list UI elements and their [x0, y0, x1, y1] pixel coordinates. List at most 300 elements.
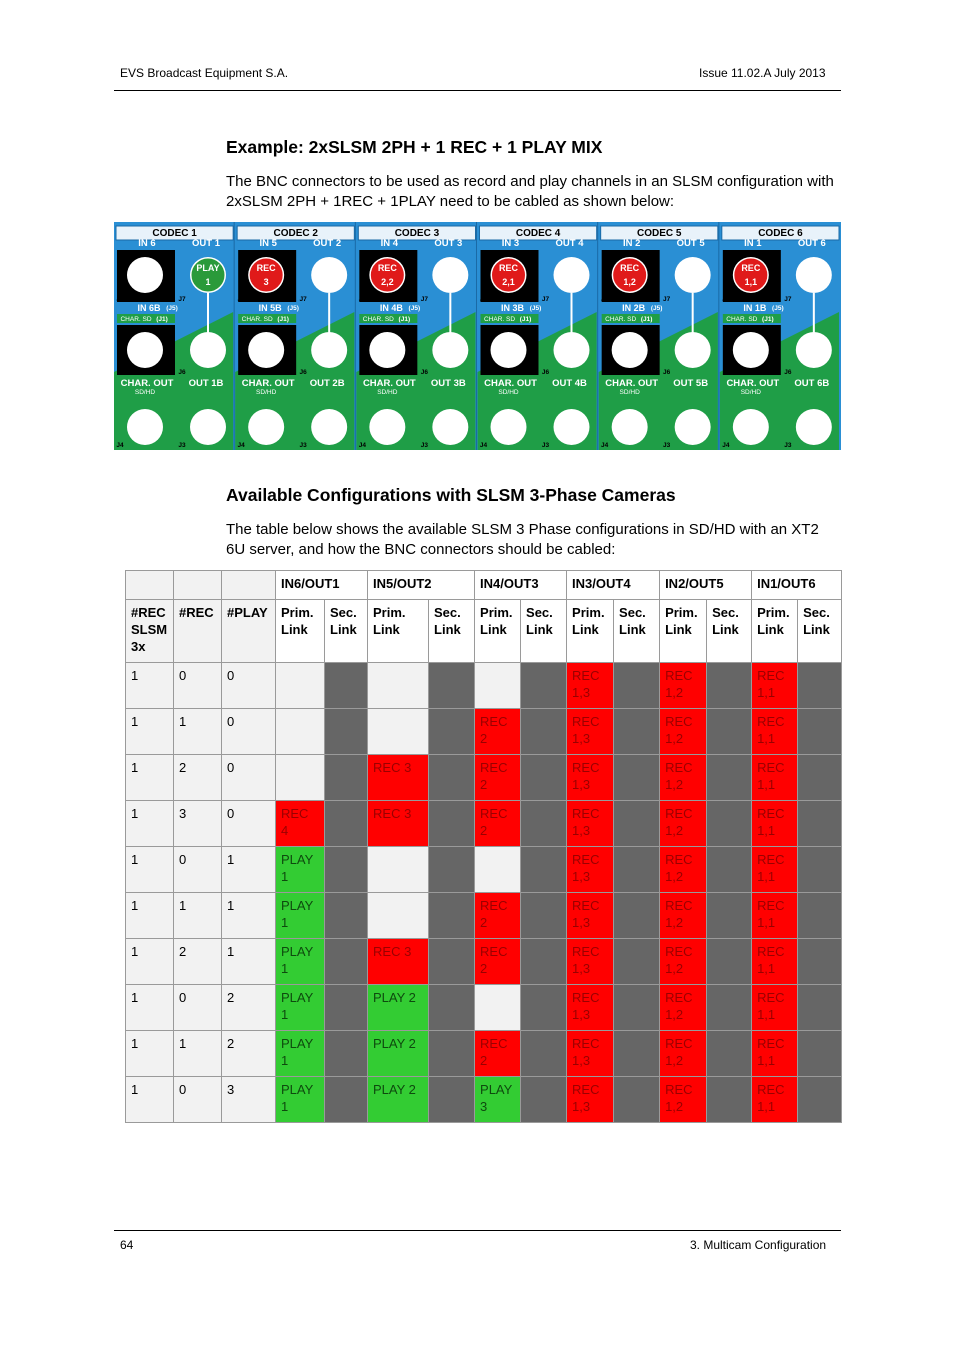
- table-row: [126, 755, 842, 801]
- sec-link-cell: [325, 985, 368, 1031]
- sec-link-cell: [521, 755, 567, 801]
- sec-link-cell: [429, 801, 475, 847]
- sec-link-cell: [798, 663, 842, 709]
- header-left: EVS Broadcast Equipment S.A.: [120, 66, 289, 80]
- j6-label: J6: [663, 369, 671, 376]
- sec-link-cell: [614, 1077, 660, 1123]
- codec-inb-label: IN 3B: [500, 303, 525, 313]
- codec-title: CODEC 3: [394, 228, 440, 239]
- j3-label: J3: [784, 442, 792, 449]
- bnc-connector-char-out: [733, 409, 769, 445]
- j1-label: (J1): [762, 316, 774, 323]
- play-cell: PLAY 2: [368, 985, 429, 1031]
- count-cell: 3: [222, 1077, 276, 1123]
- bnc-connector-out: [432, 257, 468, 293]
- count-cell: 1: [126, 1077, 174, 1123]
- bnc-connector-bottom: [190, 409, 226, 445]
- sec-link-cell: [429, 663, 475, 709]
- sdhd-label: SD/HD: [498, 389, 519, 396]
- sdhd-label: SD/HD: [377, 389, 398, 396]
- group-header-in4-out3: IN4/OUT3: [475, 571, 567, 600]
- count-cell: 2: [174, 939, 222, 985]
- count-cell: 0: [174, 985, 222, 1031]
- sec-link-cell: [798, 939, 842, 985]
- j4-label: J4: [601, 442, 609, 449]
- j1-label: (J1): [277, 316, 289, 323]
- play-cell: PLAY 3: [475, 1077, 521, 1123]
- empty-cell: [368, 893, 429, 939]
- prim-link-header: Prim. Link: [368, 600, 429, 663]
- j4-label: J4: [479, 442, 488, 449]
- channel-tag-number: 1: [205, 277, 211, 287]
- group-header-in3-out4: IN3/OUT4: [567, 571, 660, 600]
- sec-link-cell: [707, 847, 752, 893]
- codec-in-label: IN 6: [138, 238, 156, 249]
- sec-link-cell: [614, 755, 660, 801]
- rec-cell: REC 1,2: [660, 1031, 707, 1077]
- sec-link-cell: [707, 939, 752, 985]
- j5-label: (J5): [650, 305, 663, 312]
- j8-label: J8: [116, 296, 124, 303]
- j7-label: J7: [663, 296, 671, 303]
- codec-out-label: OUT 3: [434, 238, 463, 249]
- rec-cell: REC 1,2: [660, 847, 707, 893]
- count-cell: 1: [126, 939, 174, 985]
- sec-link-cell: [521, 801, 567, 847]
- j3-label: J3: [299, 442, 307, 449]
- codec-title: CODEC 1: [152, 228, 197, 239]
- sec-link-cell: [325, 755, 368, 801]
- prim-link-header: Prim. Link: [567, 600, 614, 663]
- header-right: Issue 11.02.A July 2013: [699, 66, 826, 80]
- sec-link-header: Sec. Link: [325, 600, 368, 663]
- bnc-connector-char-out: [369, 409, 405, 445]
- rec-cell: REC 1,3: [567, 663, 614, 709]
- sec-link-cell: [429, 709, 475, 755]
- rec-cell: REC 1,2: [660, 663, 707, 709]
- table-row: [126, 847, 842, 893]
- sdhd-label: SD/HD: [134, 389, 156, 396]
- j1-label: (J1): [398, 316, 411, 323]
- char-out-label: CHAR. OUT: [605, 378, 659, 389]
- j6-label: J6: [784, 369, 792, 376]
- j8-label: J8: [479, 296, 488, 303]
- sec-link-cell: [325, 801, 368, 847]
- bnc-connector-inb: [369, 332, 405, 368]
- rec-cell: REC 1,2: [660, 939, 707, 985]
- j1-label: (J1): [519, 316, 532, 323]
- j8-label: J8: [358, 296, 366, 303]
- table-row: [126, 939, 842, 985]
- rec-cell: REC 1,1: [752, 893, 798, 939]
- codec-outb-label: OUT 1B: [188, 378, 224, 389]
- char-out-label: CHAR. OUT: [362, 378, 416, 389]
- rec-cell: REC 1,3: [567, 939, 614, 985]
- sec-link-cell: [521, 709, 567, 755]
- channel-tag-label: REC: [256, 263, 276, 273]
- rec-cell: REC 1,1: [752, 755, 798, 801]
- section2-title: Available Configurations with SLSM 3-Phase Cameras: [226, 485, 676, 505]
- table-row: [126, 663, 842, 709]
- sec-link-cell: [614, 1031, 660, 1077]
- j1-label: (J1): [640, 316, 653, 323]
- blank-header-cell: [222, 571, 276, 600]
- empty-cell: [276, 755, 325, 801]
- count-cell: 0: [174, 847, 222, 893]
- sec-link-cell: [521, 1077, 567, 1123]
- rec-cell: REC 1,3: [567, 1031, 614, 1077]
- rec-cell: REC 2: [475, 755, 521, 801]
- rec-cell: REC 1,1: [752, 939, 798, 985]
- j4-label: J4: [358, 442, 366, 449]
- rec-cell: REC 2: [475, 939, 521, 985]
- play-cell: PLAY 2: [368, 1031, 429, 1077]
- j3-label: J3: [663, 442, 671, 449]
- sec-link-cell: [521, 985, 567, 1031]
- sec-link-cell: [614, 893, 660, 939]
- codec-out-label: OUT 1: [192, 238, 220, 249]
- rec-cell: REC 1,2: [660, 985, 707, 1031]
- count-cell: 1: [126, 755, 174, 801]
- count-cell: 1: [174, 1031, 222, 1077]
- sec-link-cell: [798, 985, 842, 1031]
- sdhd-label: SD/HD: [256, 389, 277, 396]
- count-cell: 1: [126, 1031, 174, 1077]
- rec-cell: REC 1,1: [752, 663, 798, 709]
- rec-cell: REC 2: [475, 1031, 521, 1077]
- codec-out-label: OUT 6: [797, 238, 826, 249]
- bnc-connector-char-out: [612, 409, 648, 445]
- j3-label: J3: [541, 442, 550, 449]
- sec-link-cell: [325, 663, 368, 709]
- rec-cell: REC 1,1: [752, 985, 798, 1031]
- bnc-connector-outb: [311, 332, 347, 368]
- sec-link-cell: [614, 663, 660, 709]
- bnc-connector-inb: [733, 332, 769, 368]
- bnc-connector-inb: [612, 332, 648, 368]
- codec-out-label: OUT 4: [555, 238, 584, 249]
- bnc-connector-char-out: [127, 409, 163, 445]
- rec-cell: REC 1,2: [660, 1077, 707, 1123]
- char-sd-label: CHAR. SD: [605, 316, 637, 323]
- sec-link-cell: [707, 801, 752, 847]
- empty-cell: [475, 847, 521, 893]
- table-row: [126, 1031, 842, 1077]
- sec-link-cell: [325, 847, 368, 893]
- j7-label: J7: [784, 296, 792, 303]
- codec-out-label: OUT 5: [676, 238, 705, 249]
- sec-link-header: Sec. Link: [798, 600, 842, 663]
- sdhd-label: SD/HD: [740, 389, 761, 396]
- rec-cell: REC 1,3: [567, 801, 614, 847]
- table-row: [126, 709, 842, 755]
- sec-link-cell: [707, 709, 752, 755]
- blank-header-cell: [174, 571, 222, 600]
- codec-title: CODEC 4: [515, 228, 561, 239]
- codec-inb-label: IN 5B: [258, 303, 282, 313]
- rec-cell: REC 4: [276, 801, 325, 847]
- section1-title: Example: 2xSLSM 2PH + 1 REC + 1 PLAY MIX: [226, 137, 603, 157]
- rec-cell: REC 1,3: [567, 1077, 614, 1123]
- rec-cell: REC 3: [368, 939, 429, 985]
- char-out-label: CHAR. OUT: [726, 378, 780, 389]
- blank-header-cell: [126, 571, 174, 600]
- header-rule: [114, 90, 841, 91]
- sec-link-cell: [798, 801, 842, 847]
- sec-link-cell: [707, 1077, 752, 1123]
- rec-cell: REC 1,1: [752, 801, 798, 847]
- j5-label: (J5): [529, 305, 542, 312]
- rec-cell: REC 3: [368, 755, 429, 801]
- empty-cell: [368, 847, 429, 893]
- count-cell: 0: [174, 1077, 222, 1123]
- channel-tag-number: 2,2: [381, 277, 394, 287]
- j6-label: J6: [178, 369, 186, 376]
- empty-cell: [276, 663, 325, 709]
- sdhd-label: SD/HD: [619, 389, 640, 396]
- sec-link-cell: [707, 755, 752, 801]
- rec-cell: REC 1,2: [660, 893, 707, 939]
- sec-link-cell: [521, 847, 567, 893]
- j3-label: J3: [178, 442, 186, 449]
- count-cell: 1: [222, 847, 276, 893]
- channel-tag-number: 3: [263, 277, 269, 287]
- count-cell: 1: [222, 893, 276, 939]
- connector-diagram: [114, 222, 841, 450]
- char-sd-label: CHAR. SD: [726, 316, 758, 323]
- sec-link-header: Sec. Link: [614, 600, 660, 663]
- config-table: [125, 570, 842, 1123]
- count-cell: 0: [222, 709, 276, 755]
- sec-link-cell: [614, 847, 660, 893]
- count-cell: 1: [174, 893, 222, 939]
- j7-label: J7: [178, 296, 186, 303]
- channel-tag-number: 2,1: [502, 277, 515, 287]
- channel-tag-label: REC: [741, 263, 761, 273]
- j7-label: J7: [420, 296, 428, 303]
- count-cell: 3: [174, 801, 222, 847]
- bnc-connector-outb: [675, 332, 711, 368]
- count-cell: 1: [222, 939, 276, 985]
- table-row: [126, 985, 842, 1031]
- char-sd-label: CHAR. SD: [483, 316, 516, 323]
- rec-cell: REC 1,1: [752, 1031, 798, 1077]
- table-row: [126, 1077, 842, 1123]
- play-cell: PLAY 2: [368, 1077, 429, 1123]
- j5-label: (J5): [408, 305, 421, 312]
- rec-cell: REC 1,3: [567, 755, 614, 801]
- bnc-connector-inb: [127, 332, 163, 368]
- sec-link-cell: [614, 985, 660, 1031]
- prim-link-header: Prim. Link: [660, 600, 707, 663]
- rec-cell: REC 2: [475, 709, 521, 755]
- bnc-connector-out: [675, 257, 711, 293]
- sec-link-cell: [429, 755, 475, 801]
- count-cell: 1: [174, 709, 222, 755]
- sec-link-cell: [429, 1077, 475, 1123]
- sec-link-cell: [325, 709, 368, 755]
- sec-link-cell: [798, 847, 842, 893]
- codec-inb-label: IN 6B: [137, 303, 161, 313]
- bnc-connector-in: [127, 257, 163, 293]
- bnc-connector-bottom: [554, 409, 590, 445]
- codec-outb-label: OUT 4B: [552, 378, 587, 389]
- empty-cell: [475, 663, 521, 709]
- char-out-label: CHAR. OUT: [120, 378, 174, 389]
- count-cell: 1: [126, 709, 174, 755]
- j5-label: (J5): [772, 305, 784, 312]
- play-cell: PLAY 1: [276, 939, 325, 985]
- bnc-connector-inb: [248, 332, 284, 368]
- j4-label: J4: [116, 442, 124, 449]
- sec-link-cell: [707, 985, 752, 1031]
- table-row: [126, 893, 842, 939]
- codec-inb-label: IN 4B: [379, 303, 403, 313]
- sec-link-header: Sec. Link: [429, 600, 475, 663]
- count-cell: 1: [126, 847, 174, 893]
- count-cell: 1: [126, 663, 174, 709]
- sec-link-cell: [429, 893, 475, 939]
- sec-link-cell: [798, 755, 842, 801]
- rec-cell: REC 1,3: [567, 985, 614, 1031]
- prim-link-header: Prim. Link: [752, 600, 798, 663]
- bnc-connector-bottom: [796, 409, 832, 445]
- play-cell: PLAY 1: [276, 1031, 325, 1077]
- j7-label: J7: [299, 296, 307, 303]
- play-cell: PLAY 1: [276, 985, 325, 1031]
- prim-link-header: Prim. Link: [475, 600, 521, 663]
- channel-tag-label: PLAY: [196, 263, 220, 273]
- codec-in-label: IN 5: [259, 238, 277, 249]
- group-header-in6-out1: IN6/OUT1: [276, 571, 368, 600]
- play-cell: PLAY 1: [276, 1077, 325, 1123]
- sec-link-cell: [429, 939, 475, 985]
- j4-label: J4: [237, 442, 245, 449]
- sec-link-cell: [614, 709, 660, 755]
- bnc-connector-out: [554, 257, 590, 293]
- sec-link-cell: [325, 893, 368, 939]
- channel-tag-label: REC: [498, 263, 519, 273]
- char-sd-label: CHAR. SD: [241, 316, 273, 323]
- rec-cell: REC 1,2: [660, 755, 707, 801]
- codec-in-label: IN 1: [744, 238, 762, 249]
- j7-label: J7: [541, 296, 550, 303]
- j3-label: J3: [420, 442, 428, 449]
- j5-label: (J5): [287, 305, 299, 312]
- rec-cell: REC 1,2: [660, 709, 707, 755]
- empty-cell: [475, 985, 521, 1031]
- count-cell: 2: [222, 985, 276, 1031]
- channel-tag-number: 1,2: [623, 277, 636, 287]
- bnc-connector-char-out: [248, 409, 284, 445]
- bnc-connector-inb: [491, 332, 527, 368]
- sec-link-cell: [521, 663, 567, 709]
- bnc-connector-outb: [432, 332, 468, 368]
- j5-label: (J5): [166, 305, 178, 312]
- bnc-connector-outb: [796, 332, 832, 368]
- count-cell: 1: [126, 985, 174, 1031]
- j8-label: J8: [601, 296, 609, 303]
- count-cell: 2: [222, 1031, 276, 1077]
- footer-chapter: 3. Multicam Configuration: [690, 1238, 827, 1252]
- char-out-label: CHAR. OUT: [484, 378, 537, 389]
- empty-cell: [276, 709, 325, 755]
- sec-link-cell: [614, 939, 660, 985]
- bnc-connector-outb: [190, 332, 226, 368]
- j6-label: J6: [299, 369, 307, 376]
- group-header-in1-out6: IN1/OUT6: [752, 571, 842, 600]
- count-cell: 1: [126, 893, 174, 939]
- count-cell: 0: [222, 663, 276, 709]
- rec-cell: REC 1,3: [567, 847, 614, 893]
- j1-label: (J1): [156, 316, 168, 323]
- codec-in-label: IN 2: [622, 238, 641, 249]
- codec-title: CODEC 2: [273, 228, 318, 239]
- page-number: 64: [120, 1238, 134, 1252]
- codec-out-label: OUT 2: [313, 238, 342, 249]
- rec-cell: REC 2: [475, 893, 521, 939]
- codec-outb-label: OUT 2B: [309, 378, 345, 389]
- sec-link-header: Sec. Link: [521, 600, 567, 663]
- section1-text: The BNC connectors to be used as record and play channels in an SLSM configuration with 2xSLSM 2PH + 1REC + 1PLAY need to be cabled as shown below:: [226, 173, 834, 210]
- connector-diagram-svg: [114, 222, 841, 450]
- sec-link-cell: [429, 1031, 475, 1077]
- codec-in-label: IN 3: [501, 238, 520, 249]
- sec-link-cell: [707, 663, 752, 709]
- rec-cell: REC 1,1: [752, 1077, 798, 1123]
- play-cell: PLAY 1: [276, 893, 325, 939]
- subheader-play: #PLAY: [222, 600, 276, 663]
- codec-outb-label: OUT 6B: [794, 378, 830, 389]
- subheader-rec: #REC: [174, 600, 222, 663]
- j4-label: J4: [722, 442, 730, 449]
- sec-link-header: Sec. Link: [707, 600, 752, 663]
- rec-cell: REC 1,2: [660, 801, 707, 847]
- sec-link-cell: [325, 939, 368, 985]
- codec-in-label: IN 4: [380, 238, 399, 249]
- table-subheader-row: [126, 600, 842, 663]
- bnc-connector-bottom: [311, 409, 347, 445]
- sec-link-cell: [798, 1077, 842, 1123]
- rec-cell: REC 1,1: [752, 709, 798, 755]
- channel-tag-label: REC: [620, 263, 640, 273]
- table-row: [126, 801, 842, 847]
- section2-text: The table below shows the available SLSM 3 Phase configurations in SD/HD with an XT2 6U server, and how the BNC connectors should be cabled:: [226, 521, 819, 558]
- rec-cell: REC 1,3: [567, 709, 614, 755]
- char-sd-label: CHAR. SD: [120, 316, 152, 323]
- char-sd-label: CHAR. SD: [362, 316, 394, 323]
- table-group-header-row: [126, 571, 842, 600]
- sec-link-cell: [521, 939, 567, 985]
- codec-title: CODEC 6: [758, 228, 803, 239]
- group-header-in5-out2: IN5/OUT2: [368, 571, 475, 600]
- count-cell: 0: [222, 755, 276, 801]
- sec-link-cell: [521, 1031, 567, 1077]
- codec-inb-label: IN 1B: [743, 303, 767, 313]
- sec-link-cell: [707, 893, 752, 939]
- sec-link-cell: [429, 985, 475, 1031]
- bnc-connector-outb: [554, 332, 590, 368]
- sec-link-cell: [325, 1031, 368, 1077]
- channel-tag-label: REC: [377, 263, 397, 273]
- prim-link-header: Prim. Link: [276, 600, 325, 663]
- empty-cell: [368, 709, 429, 755]
- bnc-connector-bottom: [432, 409, 468, 445]
- channel-tag-number: 1,1: [744, 277, 758, 287]
- group-header-in2-out5: IN2/OUT5: [660, 571, 752, 600]
- sec-link-cell: [798, 893, 842, 939]
- sec-link-cell: [614, 801, 660, 847]
